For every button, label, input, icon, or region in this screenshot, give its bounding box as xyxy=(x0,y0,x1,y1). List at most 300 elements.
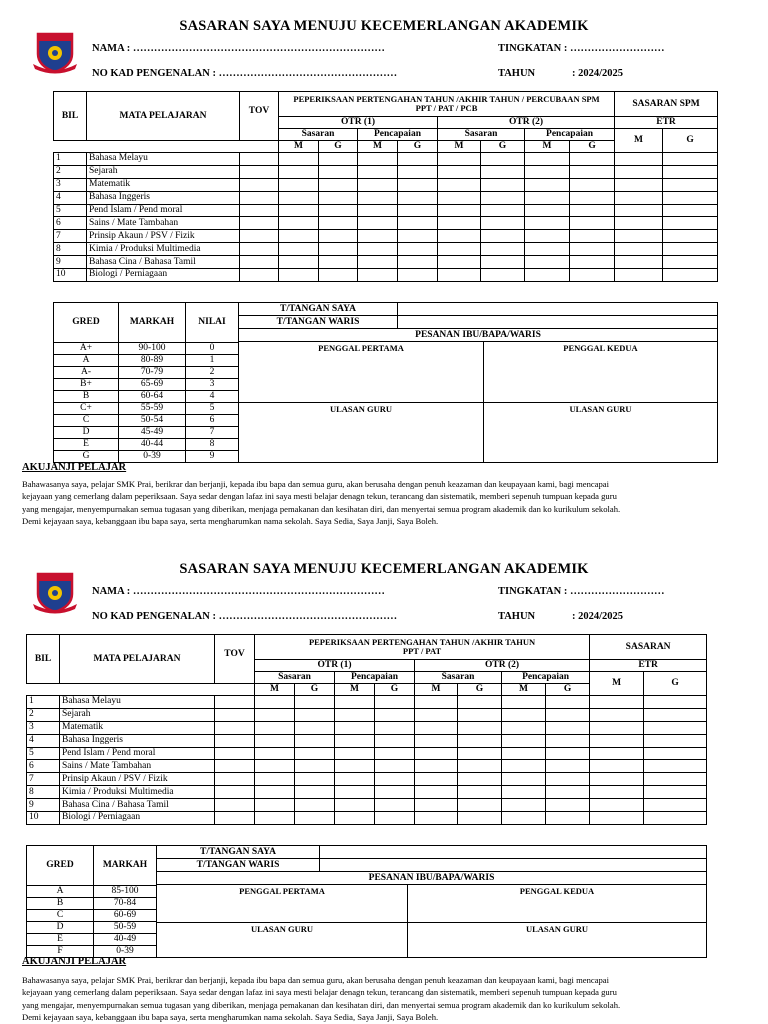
score-cell[interactable] xyxy=(615,243,663,256)
score-cell[interactable] xyxy=(525,204,570,217)
score-cell[interactable] xyxy=(438,256,481,269)
score-cell[interactable] xyxy=(502,721,546,734)
score-cell[interactable] xyxy=(358,243,398,256)
table-row xyxy=(27,786,707,799)
score-cell[interactable] xyxy=(255,708,295,721)
grade-row xyxy=(54,391,239,403)
score-cell[interactable] xyxy=(502,696,546,709)
score-cell[interactable] xyxy=(240,269,279,282)
score-cell[interactable] xyxy=(458,760,502,773)
score-cell[interactable] xyxy=(438,191,481,204)
subject-name: Sejarah xyxy=(60,708,215,721)
score-cell[interactable] xyxy=(279,256,319,269)
score-cell[interactable] xyxy=(415,773,458,786)
score-cell[interactable] xyxy=(644,812,707,825)
score-cell[interactable] xyxy=(644,786,707,799)
score-cell[interactable] xyxy=(415,812,458,825)
score-cell[interactable] xyxy=(546,734,590,747)
score-cell[interactable] xyxy=(570,204,615,217)
score-cell[interactable] xyxy=(295,721,335,734)
score-cell[interactable] xyxy=(570,269,615,282)
score-cell[interactable] xyxy=(525,191,570,204)
score-cell[interactable] xyxy=(570,230,615,243)
score-cell[interactable] xyxy=(398,230,438,243)
score-cell[interactable] xyxy=(481,165,525,178)
signature-table xyxy=(156,845,707,958)
score-cell[interactable] xyxy=(215,773,255,786)
grade-value: 1 xyxy=(186,355,239,367)
no-kp-field[interactable]: NO KAD PENGENALAN : …………………………………………… xyxy=(92,611,398,622)
score-cell[interactable] xyxy=(215,696,255,709)
score-cell[interactable] xyxy=(481,191,525,204)
subject-number: 6 xyxy=(27,760,60,773)
score-cell[interactable] xyxy=(415,708,458,721)
score-cell[interactable] xyxy=(279,269,319,282)
score-cell[interactable] xyxy=(525,165,570,178)
score-cell[interactable] xyxy=(502,760,546,773)
score-cell[interactable] xyxy=(546,773,590,786)
score-cell[interactable] xyxy=(255,760,295,773)
g-header: G xyxy=(546,684,590,696)
score-cell[interactable] xyxy=(240,204,279,217)
score-cell[interactable] xyxy=(295,747,335,760)
score-cell[interactable] xyxy=(375,747,415,760)
score-cell[interactable] xyxy=(279,230,319,243)
score-cell[interactable] xyxy=(590,708,644,721)
no-kp-field[interactable]: NO KAD PENGENALAN : …………………………………………… xyxy=(92,68,398,79)
score-cell[interactable] xyxy=(546,760,590,773)
score-cell[interactable] xyxy=(295,734,335,747)
ulasan-guru-box[interactable]: ULASAN GURU xyxy=(408,923,707,958)
score-cell[interactable] xyxy=(502,747,546,760)
score-cell[interactable] xyxy=(375,708,415,721)
bil-header: BIL xyxy=(27,635,60,684)
score-cell[interactable] xyxy=(415,696,458,709)
grade-letter: B xyxy=(54,391,119,403)
score-cell[interactable] xyxy=(240,178,279,191)
score-cell[interactable] xyxy=(590,786,644,799)
exam-header-line1: PEPERIKSAAN PERTENGAHAN TAHUN /AKHIR TAHUN xyxy=(308,636,536,647)
tingkatan-field[interactable]: TINGKATAN : ……………………… xyxy=(498,586,665,597)
score-cell[interactable] xyxy=(335,734,375,747)
score-cell[interactable] xyxy=(295,708,335,721)
subject-name: Bahasa Inggeris xyxy=(60,734,215,747)
subject-number: 9 xyxy=(54,256,87,269)
score-cell[interactable] xyxy=(615,269,663,282)
grade-range: 80-89 xyxy=(119,355,186,367)
score-cell[interactable] xyxy=(663,256,718,269)
score-cell[interactable] xyxy=(438,243,481,256)
score-cell[interactable] xyxy=(398,178,438,191)
score-cell[interactable] xyxy=(570,217,615,230)
score-cell[interactable] xyxy=(255,747,295,760)
score-cell[interactable] xyxy=(458,721,502,734)
subject-name: Sejarah xyxy=(87,165,240,178)
score-cell[interactable] xyxy=(590,747,644,760)
score-cell[interactable] xyxy=(590,721,644,734)
tahun-label: TAHUN xyxy=(498,68,536,79)
score-cell[interactable] xyxy=(240,243,279,256)
score-cell[interactable] xyxy=(358,256,398,269)
otr1-header: OTR (1) xyxy=(255,660,415,672)
score-cell[interactable] xyxy=(615,178,663,191)
score-cell[interactable] xyxy=(458,786,502,799)
score-cell[interactable] xyxy=(481,178,525,191)
score-cell[interactable] xyxy=(398,269,438,282)
score-cell[interactable] xyxy=(502,773,546,786)
score-cell[interactable] xyxy=(279,204,319,217)
score-cell[interactable] xyxy=(458,708,502,721)
score-cell[interactable] xyxy=(319,269,358,282)
score-cell[interactable] xyxy=(375,773,415,786)
score-cell[interactable] xyxy=(644,747,707,760)
score-cell[interactable] xyxy=(319,191,358,204)
score-cell[interactable] xyxy=(319,204,358,217)
score-cell[interactable] xyxy=(415,734,458,747)
score-cell[interactable] xyxy=(615,153,663,166)
score-cell[interactable] xyxy=(458,734,502,747)
table-row xyxy=(27,773,707,786)
score-cell[interactable] xyxy=(615,256,663,269)
score-cell[interactable] xyxy=(279,217,319,230)
score-cell[interactable] xyxy=(663,230,718,243)
score-cell[interactable] xyxy=(570,243,615,256)
score-cell[interactable] xyxy=(525,243,570,256)
tahun-value: : 2024/2025 xyxy=(572,611,624,622)
score-cell[interactable] xyxy=(438,153,481,166)
score-cell[interactable] xyxy=(335,760,375,773)
score-cell[interactable] xyxy=(570,191,615,204)
score-cell[interactable] xyxy=(525,230,570,243)
score-cell[interactable] xyxy=(215,786,255,799)
score-cell[interactable] xyxy=(546,747,590,760)
score-cell[interactable] xyxy=(502,734,546,747)
score-cell[interactable] xyxy=(590,812,644,825)
grade-row xyxy=(54,367,239,379)
score-cell[interactable] xyxy=(502,812,546,825)
subject-number: 9 xyxy=(27,799,60,812)
score-cell[interactable] xyxy=(502,708,546,721)
score-cell[interactable] xyxy=(279,165,319,178)
ulasan-guru-box[interactable]: ULASAN GURU xyxy=(157,923,408,958)
score-cell[interactable] xyxy=(319,217,358,230)
score-cell[interactable] xyxy=(663,243,718,256)
score-cell[interactable] xyxy=(240,153,279,166)
score-cell[interactable] xyxy=(358,191,398,204)
score-cell[interactable] xyxy=(570,178,615,191)
score-cell[interactable] xyxy=(644,799,707,812)
score-cell[interactable] xyxy=(615,191,663,204)
otr2-header: OTR (2) xyxy=(438,117,615,129)
score-cell[interactable] xyxy=(335,747,375,760)
grade-table xyxy=(26,845,157,958)
score-cell[interactable] xyxy=(375,734,415,747)
score-cell[interactable] xyxy=(502,799,546,812)
score-cell[interactable] xyxy=(335,721,375,734)
ulasan-guru-box[interactable]: ULASAN GURU xyxy=(484,403,718,463)
score-cell[interactable] xyxy=(590,760,644,773)
score-cell[interactable] xyxy=(215,760,255,773)
score-cell[interactable] xyxy=(481,256,525,269)
grade-range: 55-59 xyxy=(119,403,186,415)
score-cell[interactable] xyxy=(415,721,458,734)
score-cell[interactable] xyxy=(398,243,438,256)
table-row xyxy=(54,178,718,191)
score-cell[interactable] xyxy=(279,178,319,191)
score-cell[interactable] xyxy=(319,153,358,166)
score-cell[interactable] xyxy=(335,812,375,825)
subject-name: Kimia / Produksi Multimedia xyxy=(87,243,240,256)
score-cell[interactable] xyxy=(438,165,481,178)
subject-table xyxy=(53,91,718,282)
score-cell[interactable] xyxy=(319,178,358,191)
score-cell[interactable] xyxy=(398,165,438,178)
score-cell[interactable] xyxy=(279,191,319,204)
score-cell[interactable] xyxy=(644,696,707,709)
score-cell[interactable] xyxy=(481,153,525,166)
score-cell[interactable] xyxy=(644,760,707,773)
score-cell[interactable] xyxy=(255,721,295,734)
score-cell[interactable] xyxy=(240,256,279,269)
score-cell[interactable] xyxy=(398,153,438,166)
score-cell[interactable] xyxy=(375,812,415,825)
score-cell[interactable] xyxy=(481,230,525,243)
tov-header: TOV xyxy=(215,635,255,684)
score-cell[interactable] xyxy=(319,256,358,269)
score-cell[interactable] xyxy=(546,786,590,799)
score-cell[interactable] xyxy=(458,747,502,760)
school-logo-icon xyxy=(32,570,78,614)
score-cell[interactable] xyxy=(375,696,415,709)
score-cell[interactable] xyxy=(663,165,718,178)
score-cell[interactable] xyxy=(590,734,644,747)
score-cell[interactable] xyxy=(481,204,525,217)
gred-header: GRED xyxy=(54,303,119,343)
score-cell[interactable] xyxy=(335,773,375,786)
score-cell[interactable] xyxy=(319,165,358,178)
score-cell[interactable] xyxy=(215,799,255,812)
school-logo-icon xyxy=(32,30,78,74)
score-cell[interactable] xyxy=(546,696,590,709)
score-cell[interactable] xyxy=(279,243,319,256)
tingkatan-field[interactable]: TINGKATAN : ……………………… xyxy=(498,43,665,54)
score-cell[interactable] xyxy=(255,812,295,825)
score-cell[interactable] xyxy=(215,721,255,734)
score-cell[interactable] xyxy=(215,708,255,721)
subject-number: 5 xyxy=(27,747,60,760)
score-cell[interactable] xyxy=(335,696,375,709)
score-cell[interactable] xyxy=(335,786,375,799)
score-cell[interactable] xyxy=(358,165,398,178)
score-cell[interactable] xyxy=(615,204,663,217)
score-cell[interactable] xyxy=(458,696,502,709)
pesanan-header: PESANAN IBU/BAPA/WARIS xyxy=(157,872,707,885)
nama-field[interactable]: NAMA : ……………………………………………………………… xyxy=(92,43,385,54)
score-cell[interactable] xyxy=(546,708,590,721)
score-cell[interactable] xyxy=(295,786,335,799)
score-cell[interactable] xyxy=(398,204,438,217)
score-cell[interactable] xyxy=(590,799,644,812)
pesanan-header: PESANAN IBU/BAPA/WARIS xyxy=(239,329,718,342)
grade-letter: C xyxy=(27,910,94,922)
score-cell[interactable] xyxy=(358,178,398,191)
score-cell[interactable] xyxy=(481,269,525,282)
score-cell[interactable] xyxy=(590,773,644,786)
score-cell[interactable] xyxy=(663,191,718,204)
score-cell[interactable] xyxy=(358,204,398,217)
score-cell[interactable] xyxy=(319,230,358,243)
score-cell[interactable] xyxy=(215,734,255,747)
subject-name: Kimia / Produksi Multimedia xyxy=(60,786,215,799)
exam-header-line1: PEPERIKSAAN PERTENGAHAN TAHUN /AKHIR TAHUN / PERCUBAAN SPM xyxy=(293,93,600,104)
score-cell[interactable] xyxy=(570,165,615,178)
pencapaian-header: Pencapaian xyxy=(502,672,590,684)
score-cell[interactable] xyxy=(215,747,255,760)
subject-name: Matematik xyxy=(87,178,240,191)
score-cell[interactable] xyxy=(644,708,707,721)
score-cell[interactable] xyxy=(240,191,279,204)
score-cell[interactable] xyxy=(615,230,663,243)
grade-letter: G xyxy=(54,451,119,463)
score-cell[interactable] xyxy=(481,217,525,230)
score-cell[interactable] xyxy=(295,760,335,773)
score-cell[interactable] xyxy=(525,217,570,230)
subject-name: Biologi / Perniagaan xyxy=(87,269,240,282)
score-cell[interactable] xyxy=(375,786,415,799)
score-cell[interactable] xyxy=(525,269,570,282)
nama-field[interactable]: NAMA : ……………………………………………………………… xyxy=(92,586,385,597)
score-cell[interactable] xyxy=(295,812,335,825)
grade-row xyxy=(54,343,239,355)
score-cell[interactable] xyxy=(398,191,438,204)
grade-row xyxy=(54,415,239,427)
score-cell[interactable] xyxy=(590,696,644,709)
score-cell[interactable] xyxy=(525,153,570,166)
score-cell[interactable] xyxy=(663,204,718,217)
score-cell[interactable] xyxy=(415,760,458,773)
score-cell[interactable] xyxy=(398,256,438,269)
tandatangan-saya-label: T/TANGAN SAYA xyxy=(157,846,320,859)
score-cell[interactable] xyxy=(663,178,718,191)
score-cell[interactable] xyxy=(375,799,415,812)
grade-range: 90-100 xyxy=(119,343,186,355)
score-cell[interactable] xyxy=(644,773,707,786)
score-cell[interactable] xyxy=(415,799,458,812)
score-cell[interactable] xyxy=(398,217,438,230)
m-header: M xyxy=(525,141,570,153)
subject-table xyxy=(26,634,707,825)
penggal-kedua-box[interactable]: PENGGAL KEDUA xyxy=(408,885,707,923)
score-cell[interactable] xyxy=(570,153,615,166)
score-cell[interactable] xyxy=(546,721,590,734)
tandatangan-saya-field[interactable] xyxy=(398,303,718,316)
tandatangan-waris-field[interactable] xyxy=(320,859,707,872)
score-cell[interactable] xyxy=(663,217,718,230)
pencapaian-header: Pencapaian xyxy=(525,129,615,141)
score-cell[interactable] xyxy=(295,696,335,709)
tandatangan-waris-field[interactable] xyxy=(398,316,718,329)
score-cell[interactable] xyxy=(358,230,398,243)
score-cell[interactable] xyxy=(255,773,295,786)
score-cell[interactable] xyxy=(615,165,663,178)
score-cell[interactable] xyxy=(295,773,335,786)
subject-name: Bahasa Cina / Bahasa Tamil xyxy=(60,799,215,812)
tahun-value: : 2024/2025 xyxy=(572,68,624,79)
score-cell[interactable] xyxy=(644,721,707,734)
pledge-text xyxy=(22,478,767,527)
ulasan-guru-box[interactable]: ULASAN GURU xyxy=(239,403,484,463)
score-cell[interactable] xyxy=(615,217,663,230)
score-cell[interactable] xyxy=(415,747,458,760)
score-cell[interactable] xyxy=(546,799,590,812)
etr-g-header: G xyxy=(644,672,707,696)
grade-range: 40-49 xyxy=(94,934,157,946)
score-cell[interactable] xyxy=(438,204,481,217)
score-cell[interactable] xyxy=(358,269,398,282)
score-cell[interactable] xyxy=(644,734,707,747)
score-cell[interactable] xyxy=(375,721,415,734)
score-cell[interactable] xyxy=(438,269,481,282)
table-row xyxy=(54,191,718,204)
score-cell[interactable] xyxy=(525,256,570,269)
score-cell[interactable] xyxy=(335,799,375,812)
score-cell[interactable] xyxy=(319,243,358,256)
score-cell[interactable] xyxy=(438,217,481,230)
tandatangan-saya-field[interactable] xyxy=(320,846,707,859)
score-cell[interactable] xyxy=(215,812,255,825)
score-cell[interactable] xyxy=(255,799,295,812)
score-cell[interactable] xyxy=(438,230,481,243)
score-cell[interactable] xyxy=(663,269,718,282)
penggal-pertama-box[interactable]: PENGGAL PERTAMA xyxy=(239,342,484,403)
penggal-kedua-box[interactable]: PENGGAL KEDUA xyxy=(484,342,718,403)
score-cell[interactable] xyxy=(295,799,335,812)
score-cell[interactable] xyxy=(255,696,295,709)
score-cell[interactable] xyxy=(458,799,502,812)
score-cell[interactable] xyxy=(570,256,615,269)
table-row xyxy=(27,760,707,773)
m-header: M xyxy=(255,684,295,696)
grade-letter: D xyxy=(54,427,119,439)
score-cell[interactable] xyxy=(335,708,375,721)
score-cell[interactable] xyxy=(255,734,295,747)
score-cell[interactable] xyxy=(358,217,398,230)
grade-range: 60-64 xyxy=(119,391,186,403)
score-cell[interactable] xyxy=(240,165,279,178)
table-row xyxy=(27,734,707,747)
score-cell[interactable] xyxy=(546,812,590,825)
score-cell[interactable] xyxy=(255,786,295,799)
score-cell[interactable] xyxy=(279,153,319,166)
score-cell[interactable] xyxy=(438,178,481,191)
score-cell[interactable] xyxy=(458,773,502,786)
g-header: G xyxy=(570,141,615,153)
score-cell[interactable] xyxy=(375,760,415,773)
score-cell[interactable] xyxy=(663,153,718,166)
penggal-pertama-box[interactable]: PENGGAL PERTAMA xyxy=(157,885,408,923)
score-cell[interactable] xyxy=(525,178,570,191)
subject-number: 10 xyxy=(54,269,87,282)
score-cell[interactable] xyxy=(502,786,546,799)
score-cell[interactable] xyxy=(358,153,398,166)
score-cell[interactable] xyxy=(240,230,279,243)
etr-m-header: M xyxy=(590,672,644,696)
score-cell[interactable] xyxy=(240,217,279,230)
score-cell[interactable] xyxy=(415,786,458,799)
table-row xyxy=(54,204,718,217)
score-cell[interactable] xyxy=(458,812,502,825)
score-cell[interactable] xyxy=(481,243,525,256)
